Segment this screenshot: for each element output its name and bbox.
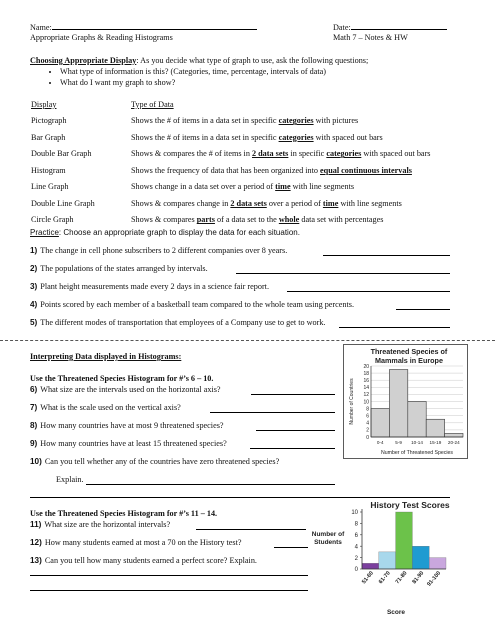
display-cell: Pictograph [31,116,67,126]
answer-line[interactable] [323,255,450,256]
display-cell: Histogram [31,165,66,175]
answer-line[interactable] [256,430,335,431]
answer-line[interactable] [30,590,308,591]
histogram-bar [371,409,389,437]
y-tick-label: 20 [363,363,369,370]
x-tick-label: 61-70 [377,570,392,586]
col-type-header: Type of Data [131,99,174,109]
display-cell: Bar Graph [31,132,66,142]
question-item: 10) Can you tell whether any of the countries have zero threatened species? [30,457,280,466]
col-display-header: Display [31,99,57,109]
y-tick-label: 10 [351,510,358,517]
question-item: 6) What size are the intervals used on the horizontal axis? [30,385,221,394]
histogram-bar [396,512,413,569]
table-row [29,113,432,130]
question-item: 11) What size are the horizontal intervals? [30,520,171,529]
x-tick-label: 20-24 [447,440,460,445]
question-item: 12) How many students earned at most a 70 on the History test? [30,538,242,547]
y-axis-label: Number of [311,531,345,538]
practice-item: 2) The populations of the states arranged by intervals. [30,264,208,273]
answer-line[interactable] [287,291,450,292]
worksheet-title: Appropriate Graphs & Reading Histograms [30,33,173,42]
y-tick-label: 8 [354,521,358,528]
question-item: 8) How many countries have at most 9 threatened species? [30,421,224,430]
y-tick-label: 12 [363,392,369,399]
y-tick-label: 6 [366,413,369,420]
x-tick-label: 71-80 [394,570,409,586]
name-label: Name: [30,21,257,32]
section-divider [0,340,495,341]
answer-line[interactable] [196,529,306,530]
use-instruction-2: Use the Threatened Species Histogram for #’s 11 – 14. [30,509,218,518]
chart-title: History Test Scores [370,500,450,510]
table-row [29,179,432,196]
display-cell: Circle Graph [31,215,74,225]
interpreting-heading: Interpreting Data displayed in Histograms: [30,352,182,361]
x-axis-label: Number of Threatened Species [381,450,453,456]
choosing-section [30,56,470,88]
y-tick-label: 14 [363,385,369,392]
type-cell: Shows & compares the # of items in 2 data sets in specific categories with spaced out bars [131,149,431,159]
type-cell: Shows the # of items in a data set in specific categories with spaced out bars [131,132,383,142]
x-axis-label: Score [386,609,406,616]
answer-line[interactable] [339,327,450,328]
y-tick-label: 4 [354,544,358,551]
histogram-bar [408,402,426,438]
histogram-bar [362,563,379,569]
x-tick-label: 5-9 [395,440,402,445]
table-row [29,129,432,146]
type-cell: Shows the # of items in a data set in specific categories with pictures [131,116,359,126]
practice-item: 3) Plant height measurements made every 2 days in a science fair report. [30,282,269,291]
y-tick-label: 2 [354,555,358,562]
table-row [29,195,432,212]
y-tick-label: 8 [366,406,369,413]
type-cell: Shows & compares parts of a data set to the whole data set with percentages [131,215,384,225]
history-test-histogram [310,498,470,618]
answer-line[interactable] [396,309,450,310]
practice-item: 1) The change in cell phone subscribers to 2 different companies over 8 years. [30,246,288,255]
date-label: Date: [333,21,447,32]
answer-line[interactable] [251,394,335,395]
answer-line[interactable] [210,412,335,413]
display-cell: Double Line Graph [31,198,95,208]
y-tick-label: 6 [354,533,358,539]
y-tick-label: 18 [363,370,369,377]
y-tick-label: 10 [363,399,369,406]
histogram-bar [429,558,446,569]
practice-item: 5) The different modes of transportation that employees of a Company use to get to work. [30,318,326,327]
explain-label: Explain. [56,475,84,484]
choosing-heading: Choosing Appropriate Display [30,56,137,65]
question-bullets [30,66,470,88]
table-header-row [29,96,432,113]
y-tick-label: 0 [354,567,358,574]
practice-instruction: Practice: Choose an appropriate graph to display the data for each situation. [30,228,300,237]
question-item: 9) How many countries have at least 15 threatened species? [30,439,227,448]
x-tick-label: 51-60 [361,570,375,586]
chart-title: Mammals in Europe [375,356,443,365]
practice-label: Practice [30,228,59,237]
name-field[interactable] [52,21,257,30]
answer-line[interactable] [236,273,450,274]
y-tick-label: 4 [366,420,369,427]
y-axis-label: Number of Countries [349,378,355,425]
table-row [29,146,432,163]
histogram-bar [389,370,407,437]
answer-line[interactable] [274,547,308,548]
question-item: 13) Can you tell how many students earned a perfect score? Explain. [30,556,257,565]
type-cell: Shows the frequency of data that has been organized into equal continuous intervals [131,165,412,175]
x-tick-label: 15-19 [429,440,442,445]
display-type-table [29,96,432,228]
histogram-bar [379,552,396,569]
answer-line[interactable] [86,484,335,485]
x-tick-label: 10-14 [411,440,423,445]
histogram-bar [412,546,429,569]
chart-title: Threatened Species of [370,347,448,356]
threatened-species-histogram [343,344,468,459]
practice-item: 4) Points scored by each member of a basketball team compared to the whole team using percents. [30,300,355,309]
type-cell: Shows & compares change in 2 data sets over a period of time with line segments [131,198,402,208]
x-tick-label: 0-4 [376,440,384,445]
course-label: Math 7 – Notes & HW [333,33,408,42]
use-instruction-1: Use the Threatened Species Histogram for #’s 6 – 10. [30,374,214,383]
display-cell: Double Bar Graph [31,149,92,159]
table-row [29,162,432,179]
type-cell: Shows change in a data set over a period of time with line segments [131,182,355,192]
x-tick-label: 91-100 [426,570,443,588]
bullet-item: • What type of information is this? (Categories, time, percentage, intervals of data) [60,66,470,77]
answer-line[interactable] [30,575,308,576]
bullet-item: • What do I want my graph to show? [60,77,470,88]
question-item: 7) What is the scale used on the vertical axis? [30,403,181,412]
x-tick-label: 81-90 [411,570,426,586]
y-tick-label: 16 [363,378,369,384]
answer-line[interactable] [250,448,335,449]
y-axis-label: Students [314,539,342,546]
choosing-intro: Choosing Appropriate Display: As you decide what type of graph to use, ask the following questions; [30,56,369,65]
histogram-bar [445,433,463,437]
date-field[interactable] [351,21,447,30]
table-row [29,212,432,229]
y-tick-label: 2 [366,427,369,434]
y-tick-label: 0 [366,434,369,441]
histogram-bar [426,419,444,437]
display-cell: Line Graph [31,182,69,192]
